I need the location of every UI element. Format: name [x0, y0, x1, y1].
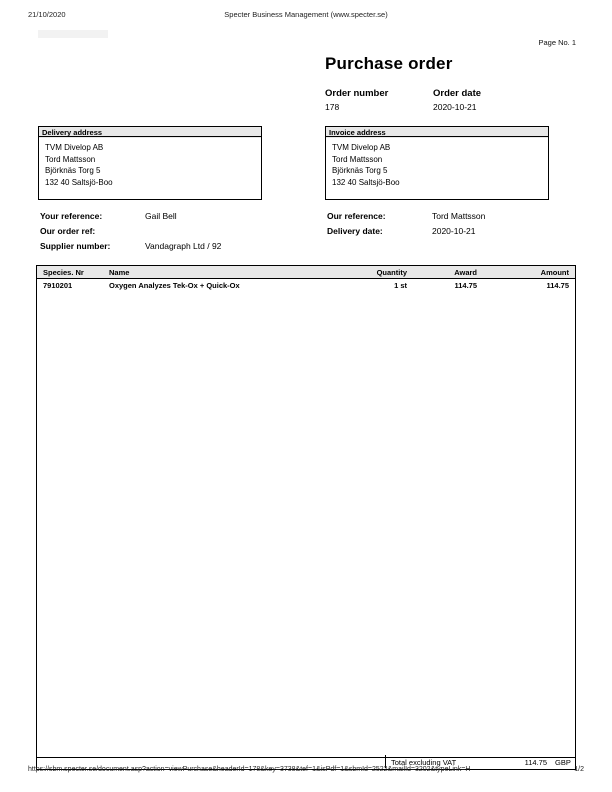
order-date-value: 2020-10-21 — [433, 102, 477, 112]
delivery-address-line: Björknäs Torg 5 — [45, 166, 101, 175]
delivery-address-line: Tord Mattsson — [45, 154, 96, 164]
total-currency: GBP — [555, 758, 571, 767]
invoice-address-label: Invoice address — [325, 126, 549, 138]
delivery-address-line: 132 40 Saltsjö-Boo — [45, 177, 113, 187]
order-summary — [325, 88, 575, 116]
invoice-address-line: TVM Divelop AB — [332, 143, 391, 152]
reference-row — [327, 211, 577, 226]
column-header-name: Name — [109, 268, 130, 277]
reference-row — [40, 211, 310, 226]
reference-row — [40, 241, 310, 256]
delivery-address-line: TVM Divelop AB — [45, 143, 104, 152]
cell-species: 7910201 — [43, 281, 73, 290]
print-source-url: https://sbm.specter.se/document.asp?action=viewPurchase&headerId=178&key=3738&tef=1&isPdf=1&sbmId=2522&mailId=3202&typeLink=H — [28, 766, 471, 773]
our-order-ref-label: Our order ref: — [40, 226, 96, 236]
print-site-title: Specter Business Management (www.specter.se) — [224, 10, 388, 19]
delivery-date-value: 2020-10-21 — [432, 226, 476, 236]
invoice-address-line: 132 40 Saltsjö-Boo — [332, 177, 400, 187]
purchase-order-document — [0, 28, 612, 767]
column-header-amount: Amount — [540, 268, 569, 277]
delivery-date-label: Delivery date: — [327, 226, 383, 236]
our-reference-label: Our reference: — [327, 211, 386, 221]
delivery-address-box — [38, 136, 262, 200]
reference-row — [327, 226, 577, 241]
invoice-address-box — [325, 136, 549, 200]
print-header — [0, 10, 612, 24]
print-page-count: 1/2 — [574, 766, 584, 773]
cell-award: 114.75 — [454, 281, 477, 290]
order-date-label: Order date — [433, 88, 482, 99]
column-header-quantity: Quantity — [376, 268, 407, 277]
invoice-address-line: Björknäs Torg 5 — [332, 166, 388, 175]
your-reference-value: Gail Bell — [145, 211, 177, 221]
print-date: 21/10/2020 — [28, 10, 66, 19]
left-reference-block — [40, 211, 310, 256]
total-excluding-vat-label: Total excluding VAT — [391, 758, 457, 767]
items-table-header — [37, 266, 575, 279]
right-reference-block — [327, 211, 577, 241]
header-watermark-block — [38, 30, 108, 38]
reference-row — [40, 226, 310, 241]
total-excluding-vat-value: 114.75 — [524, 758, 547, 767]
our-reference-value: Tord Mattsson — [432, 211, 486, 221]
order-number-value: 178 — [325, 102, 340, 112]
page-title: Purchase order — [325, 54, 453, 73]
column-header-species: Species. Nr — [43, 268, 84, 277]
column-header-award: Award — [454, 268, 477, 277]
table-row — [37, 279, 575, 293]
page-number: Page No. 1 — [538, 38, 576, 47]
order-number-label: Order number — [325, 88, 389, 99]
supplier-number-label: Supplier number: — [40, 241, 111, 251]
your-reference-label: Your reference: — [40, 211, 103, 221]
cell-name: Oxygen Analyzes Tek-Ox + Quick-Ox — [109, 281, 240, 290]
items-table-body — [37, 279, 575, 757]
cell-quantity: 1 st — [394, 281, 407, 290]
delivery-address-label: Delivery address — [38, 126, 262, 138]
print-footer — [0, 766, 612, 778]
supplier-number-value: Vandagraph Ltd / 92 — [145, 241, 222, 251]
invoice-address-line: Tord Mattsson — [332, 154, 383, 164]
items-table — [36, 265, 576, 758]
cell-amount: 114.75 — [546, 281, 569, 290]
